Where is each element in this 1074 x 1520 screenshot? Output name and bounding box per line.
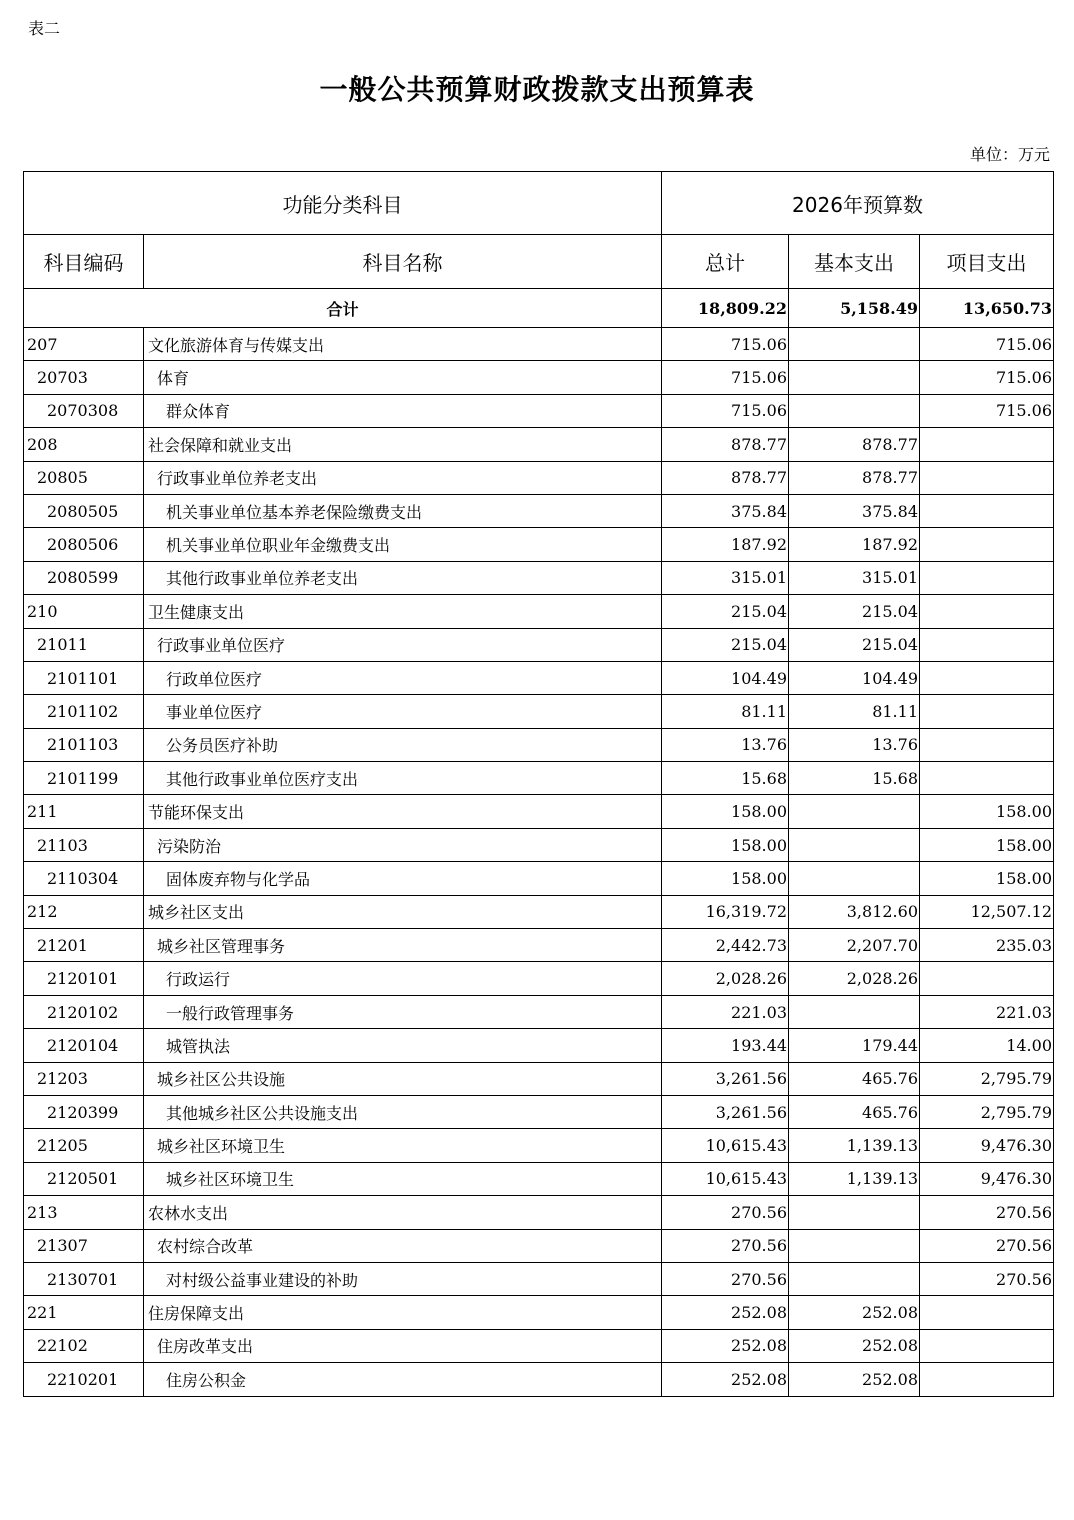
row-name: 体育 <box>144 361 662 394</box>
row-basic: 252.08 <box>789 1329 920 1362</box>
row-code: 2110304 <box>24 862 144 895</box>
row-name: 节能环保支出 <box>144 795 662 828</box>
row-total: 158.00 <box>662 795 789 828</box>
row-total: 252.08 <box>662 1329 789 1362</box>
row-basic <box>789 328 920 361</box>
table-row <box>24 795 1054 828</box>
header-total: 总计 <box>662 235 789 289</box>
row-total: 215.04 <box>662 628 789 661</box>
table-row <box>24 361 1054 394</box>
table-row <box>24 895 1054 928</box>
row-total: 10,615.43 <box>662 1129 789 1162</box>
row-total: 158.00 <box>662 828 789 861</box>
table-row <box>24 1162 1054 1195</box>
row-total: 193.44 <box>662 1029 789 1062</box>
row-code: 2070308 <box>24 394 144 427</box>
table-row <box>24 1129 1054 1162</box>
header-name: 科目名称 <box>144 235 662 289</box>
row-project: 270.56 <box>920 1196 1054 1229</box>
row-project <box>920 661 1054 694</box>
row-name: 城乡社区管理事务 <box>144 929 662 962</box>
row-code: 20703 <box>24 361 144 394</box>
row-name: 其他行政事业单位养老支出 <box>144 561 662 594</box>
row-name: 行政运行 <box>144 962 662 995</box>
row-code: 21011 <box>24 628 144 661</box>
row-code: 2210201 <box>24 1363 144 1396</box>
row-code: 20805 <box>24 461 144 494</box>
row-project <box>920 695 1054 728</box>
row-code: 2120104 <box>24 1029 144 1062</box>
row-project <box>920 628 1054 661</box>
table-number: 表二 <box>28 19 61 38</box>
row-code: 2080506 <box>24 528 144 561</box>
row-project: 158.00 <box>920 828 1054 861</box>
table-row <box>24 695 1054 728</box>
row-basic: 2,028.26 <box>789 962 920 995</box>
row-basic: 252.08 <box>789 1363 920 1396</box>
row-project <box>920 1296 1054 1329</box>
row-name: 住房改革支出 <box>144 1329 662 1362</box>
row-basic: 1,139.13 <box>789 1162 920 1195</box>
row-basic: 1,139.13 <box>789 1129 920 1162</box>
header-project: 项目支出 <box>920 235 1054 289</box>
row-code: 2101199 <box>24 762 144 795</box>
row-basic <box>789 828 920 861</box>
header-row-columns <box>24 235 1054 289</box>
row-total: 252.08 <box>662 1296 789 1329</box>
row-basic <box>789 995 920 1028</box>
row-project: 12,507.12 <box>920 895 1054 928</box>
row-project <box>920 962 1054 995</box>
row-basic <box>789 1229 920 1262</box>
row-total: 270.56 <box>662 1262 789 1295</box>
row-code: 213 <box>24 1196 144 1229</box>
row-project <box>920 728 1054 761</box>
row-project: 9,476.30 <box>920 1162 1054 1195</box>
row-project: 270.56 <box>920 1229 1054 1262</box>
row-name: 其他行政事业单位医疗支出 <box>144 762 662 795</box>
row-code: 211 <box>24 795 144 828</box>
row-code: 2080599 <box>24 561 144 594</box>
total-row <box>24 289 1054 328</box>
row-basic: 315.01 <box>789 561 920 594</box>
row-code: 21203 <box>24 1062 144 1095</box>
row-name: 其他城乡社区公共设施支出 <box>144 1095 662 1128</box>
row-total: 104.49 <box>662 661 789 694</box>
row-code: 2120501 <box>24 1162 144 1195</box>
total-project: 13,650.73 <box>920 289 1054 328</box>
row-project: 221.03 <box>920 995 1054 1028</box>
row-name: 城乡社区公共设施 <box>144 1062 662 1095</box>
row-name: 文化旅游体育与传媒支出 <box>144 328 662 361</box>
row-total: 10,615.43 <box>662 1162 789 1195</box>
row-name: 农村综合改革 <box>144 1229 662 1262</box>
row-code: 210 <box>24 595 144 628</box>
row-name: 城乡社区支出 <box>144 895 662 928</box>
row-basic: 375.84 <box>789 494 920 527</box>
row-code: 2101101 <box>24 661 144 694</box>
row-project <box>920 561 1054 594</box>
row-project <box>920 762 1054 795</box>
row-project: 2,795.79 <box>920 1062 1054 1095</box>
table-row <box>24 1296 1054 1329</box>
row-basic: 81.11 <box>789 695 920 728</box>
table-row <box>24 728 1054 761</box>
row-project: 2,795.79 <box>920 1095 1054 1128</box>
table-row <box>24 628 1054 661</box>
table-row <box>24 394 1054 427</box>
total-total: 18,809.22 <box>662 289 789 328</box>
table-row <box>24 1262 1054 1295</box>
row-code: 207 <box>24 328 144 361</box>
table-row <box>24 528 1054 561</box>
row-total: 13.76 <box>662 728 789 761</box>
row-total: 878.77 <box>662 461 789 494</box>
row-total: 16,319.72 <box>662 895 789 928</box>
row-project: 270.56 <box>920 1262 1054 1295</box>
row-name: 群众体育 <box>144 394 662 427</box>
row-name: 城乡社区环境卫生 <box>144 1162 662 1195</box>
row-name: 城乡社区环境卫生 <box>144 1129 662 1162</box>
total-label: 合计 <box>24 289 662 328</box>
row-total: 215.04 <box>662 595 789 628</box>
table-row <box>24 1229 1054 1262</box>
row-total: 315.01 <box>662 561 789 594</box>
page-title: 一般公共预算财政拨款支出预算表 <box>319 73 755 106</box>
row-name: 事业单位医疗 <box>144 695 662 728</box>
row-basic: 215.04 <box>789 595 920 628</box>
row-basic <box>789 394 920 427</box>
row-code: 2120102 <box>24 995 144 1028</box>
row-basic <box>789 361 920 394</box>
header-function-category: 功能分类科目 <box>24 172 662 235</box>
header-row-group <box>24 172 1054 235</box>
row-basic: 187.92 <box>789 528 920 561</box>
row-code: 21307 <box>24 1229 144 1262</box>
row-total: 270.56 <box>662 1196 789 1229</box>
row-total: 715.06 <box>662 328 789 361</box>
row-code: 2101102 <box>24 695 144 728</box>
table-row <box>24 1095 1054 1128</box>
table-row <box>24 1029 1054 1062</box>
table-row <box>24 328 1054 361</box>
row-code: 21205 <box>24 1129 144 1162</box>
row-name: 一般行政管理事务 <box>144 995 662 1028</box>
row-basic <box>789 1262 920 1295</box>
row-project: 715.06 <box>920 361 1054 394</box>
row-name: 行政事业单位养老支出 <box>144 461 662 494</box>
table-row <box>24 494 1054 527</box>
row-total: 878.77 <box>662 428 789 461</box>
row-name: 卫生健康支出 <box>144 595 662 628</box>
row-basic: 3,812.60 <box>789 895 920 928</box>
row-total: 715.06 <box>662 361 789 394</box>
row-total: 15.68 <box>662 762 789 795</box>
header-code: 科目编码 <box>24 235 144 289</box>
row-code: 2080505 <box>24 494 144 527</box>
row-basic: 15.68 <box>789 762 920 795</box>
row-name: 公务员医疗补助 <box>144 728 662 761</box>
row-name: 固体废弃物与化学品 <box>144 862 662 895</box>
row-total: 221.03 <box>662 995 789 1028</box>
table-row <box>24 828 1054 861</box>
row-basic <box>789 1196 920 1229</box>
row-project: 158.00 <box>920 862 1054 895</box>
row-code: 208 <box>24 428 144 461</box>
row-project <box>920 428 1054 461</box>
header-basic: 基本支出 <box>789 235 920 289</box>
row-name: 对村级公益事业建设的补助 <box>144 1262 662 1295</box>
table-row <box>24 762 1054 795</box>
row-name: 机关事业单位基本养老保险缴费支出 <box>144 494 662 527</box>
row-code: 21201 <box>24 929 144 962</box>
row-basic: 465.76 <box>789 1062 920 1095</box>
row-basic: 2,207.70 <box>789 929 920 962</box>
table-row <box>24 428 1054 461</box>
unit-label: 单位：万元 <box>969 145 1050 164</box>
row-total: 3,261.56 <box>662 1095 789 1128</box>
row-project: 9,476.30 <box>920 1129 1054 1162</box>
total-basic: 5,158.49 <box>789 289 920 328</box>
row-project: 715.06 <box>920 394 1054 427</box>
row-code: 212 <box>24 895 144 928</box>
table-row <box>24 1196 1054 1229</box>
table-row <box>24 595 1054 628</box>
row-name: 农林水支出 <box>144 1196 662 1229</box>
table-row <box>24 461 1054 494</box>
budget-table <box>23 171 1054 1397</box>
row-project <box>920 461 1054 494</box>
row-name: 行政单位医疗 <box>144 661 662 694</box>
row-basic <box>789 795 920 828</box>
row-total: 158.00 <box>662 862 789 895</box>
row-name: 行政事业单位医疗 <box>144 628 662 661</box>
row-code: 2120101 <box>24 962 144 995</box>
row-code: 21103 <box>24 828 144 861</box>
row-project <box>920 528 1054 561</box>
row-basic: 215.04 <box>789 628 920 661</box>
row-basic: 465.76 <box>789 1095 920 1128</box>
row-name: 住房公积金 <box>144 1363 662 1396</box>
table-row <box>24 1062 1054 1095</box>
table-row <box>24 561 1054 594</box>
row-project <box>920 595 1054 628</box>
row-code: 2130701 <box>24 1262 144 1295</box>
row-name: 污染防治 <box>144 828 662 861</box>
row-project <box>920 494 1054 527</box>
row-project <box>920 1363 1054 1396</box>
table-row <box>24 995 1054 1028</box>
row-total: 3,261.56 <box>662 1062 789 1095</box>
table-row <box>24 862 1054 895</box>
row-project: 158.00 <box>920 795 1054 828</box>
row-total: 187.92 <box>662 528 789 561</box>
row-total: 252.08 <box>662 1363 789 1396</box>
header-budget-2026: 2026年预算数 <box>662 172 1054 235</box>
row-code: 22102 <box>24 1329 144 1362</box>
table-row <box>24 1363 1054 1396</box>
table-row <box>24 1329 1054 1362</box>
row-code: 2120399 <box>24 1095 144 1128</box>
row-total: 2,442.73 <box>662 929 789 962</box>
row-basic <box>789 862 920 895</box>
row-total: 270.56 <box>662 1229 789 1262</box>
row-project: 14.00 <box>920 1029 1054 1062</box>
row-code: 2101103 <box>24 728 144 761</box>
row-basic: 878.77 <box>789 461 920 494</box>
row-total: 715.06 <box>662 394 789 427</box>
table-row <box>24 929 1054 962</box>
row-basic: 179.44 <box>789 1029 920 1062</box>
row-name: 机关事业单位职业年金缴费支出 <box>144 528 662 561</box>
row-name: 社会保障和就业支出 <box>144 428 662 461</box>
table-row <box>24 962 1054 995</box>
row-code: 221 <box>24 1296 144 1329</box>
row-name: 城管执法 <box>144 1029 662 1062</box>
row-project: 235.03 <box>920 929 1054 962</box>
row-total: 81.11 <box>662 695 789 728</box>
row-project: 715.06 <box>920 328 1054 361</box>
row-total: 375.84 <box>662 494 789 527</box>
row-total: 2,028.26 <box>662 962 789 995</box>
table-row <box>24 661 1054 694</box>
row-basic: 13.76 <box>789 728 920 761</box>
row-basic: 878.77 <box>789 428 920 461</box>
row-basic: 252.08 <box>789 1296 920 1329</box>
row-name: 住房保障支出 <box>144 1296 662 1329</box>
row-basic: 104.49 <box>789 661 920 694</box>
row-project <box>920 1329 1054 1362</box>
